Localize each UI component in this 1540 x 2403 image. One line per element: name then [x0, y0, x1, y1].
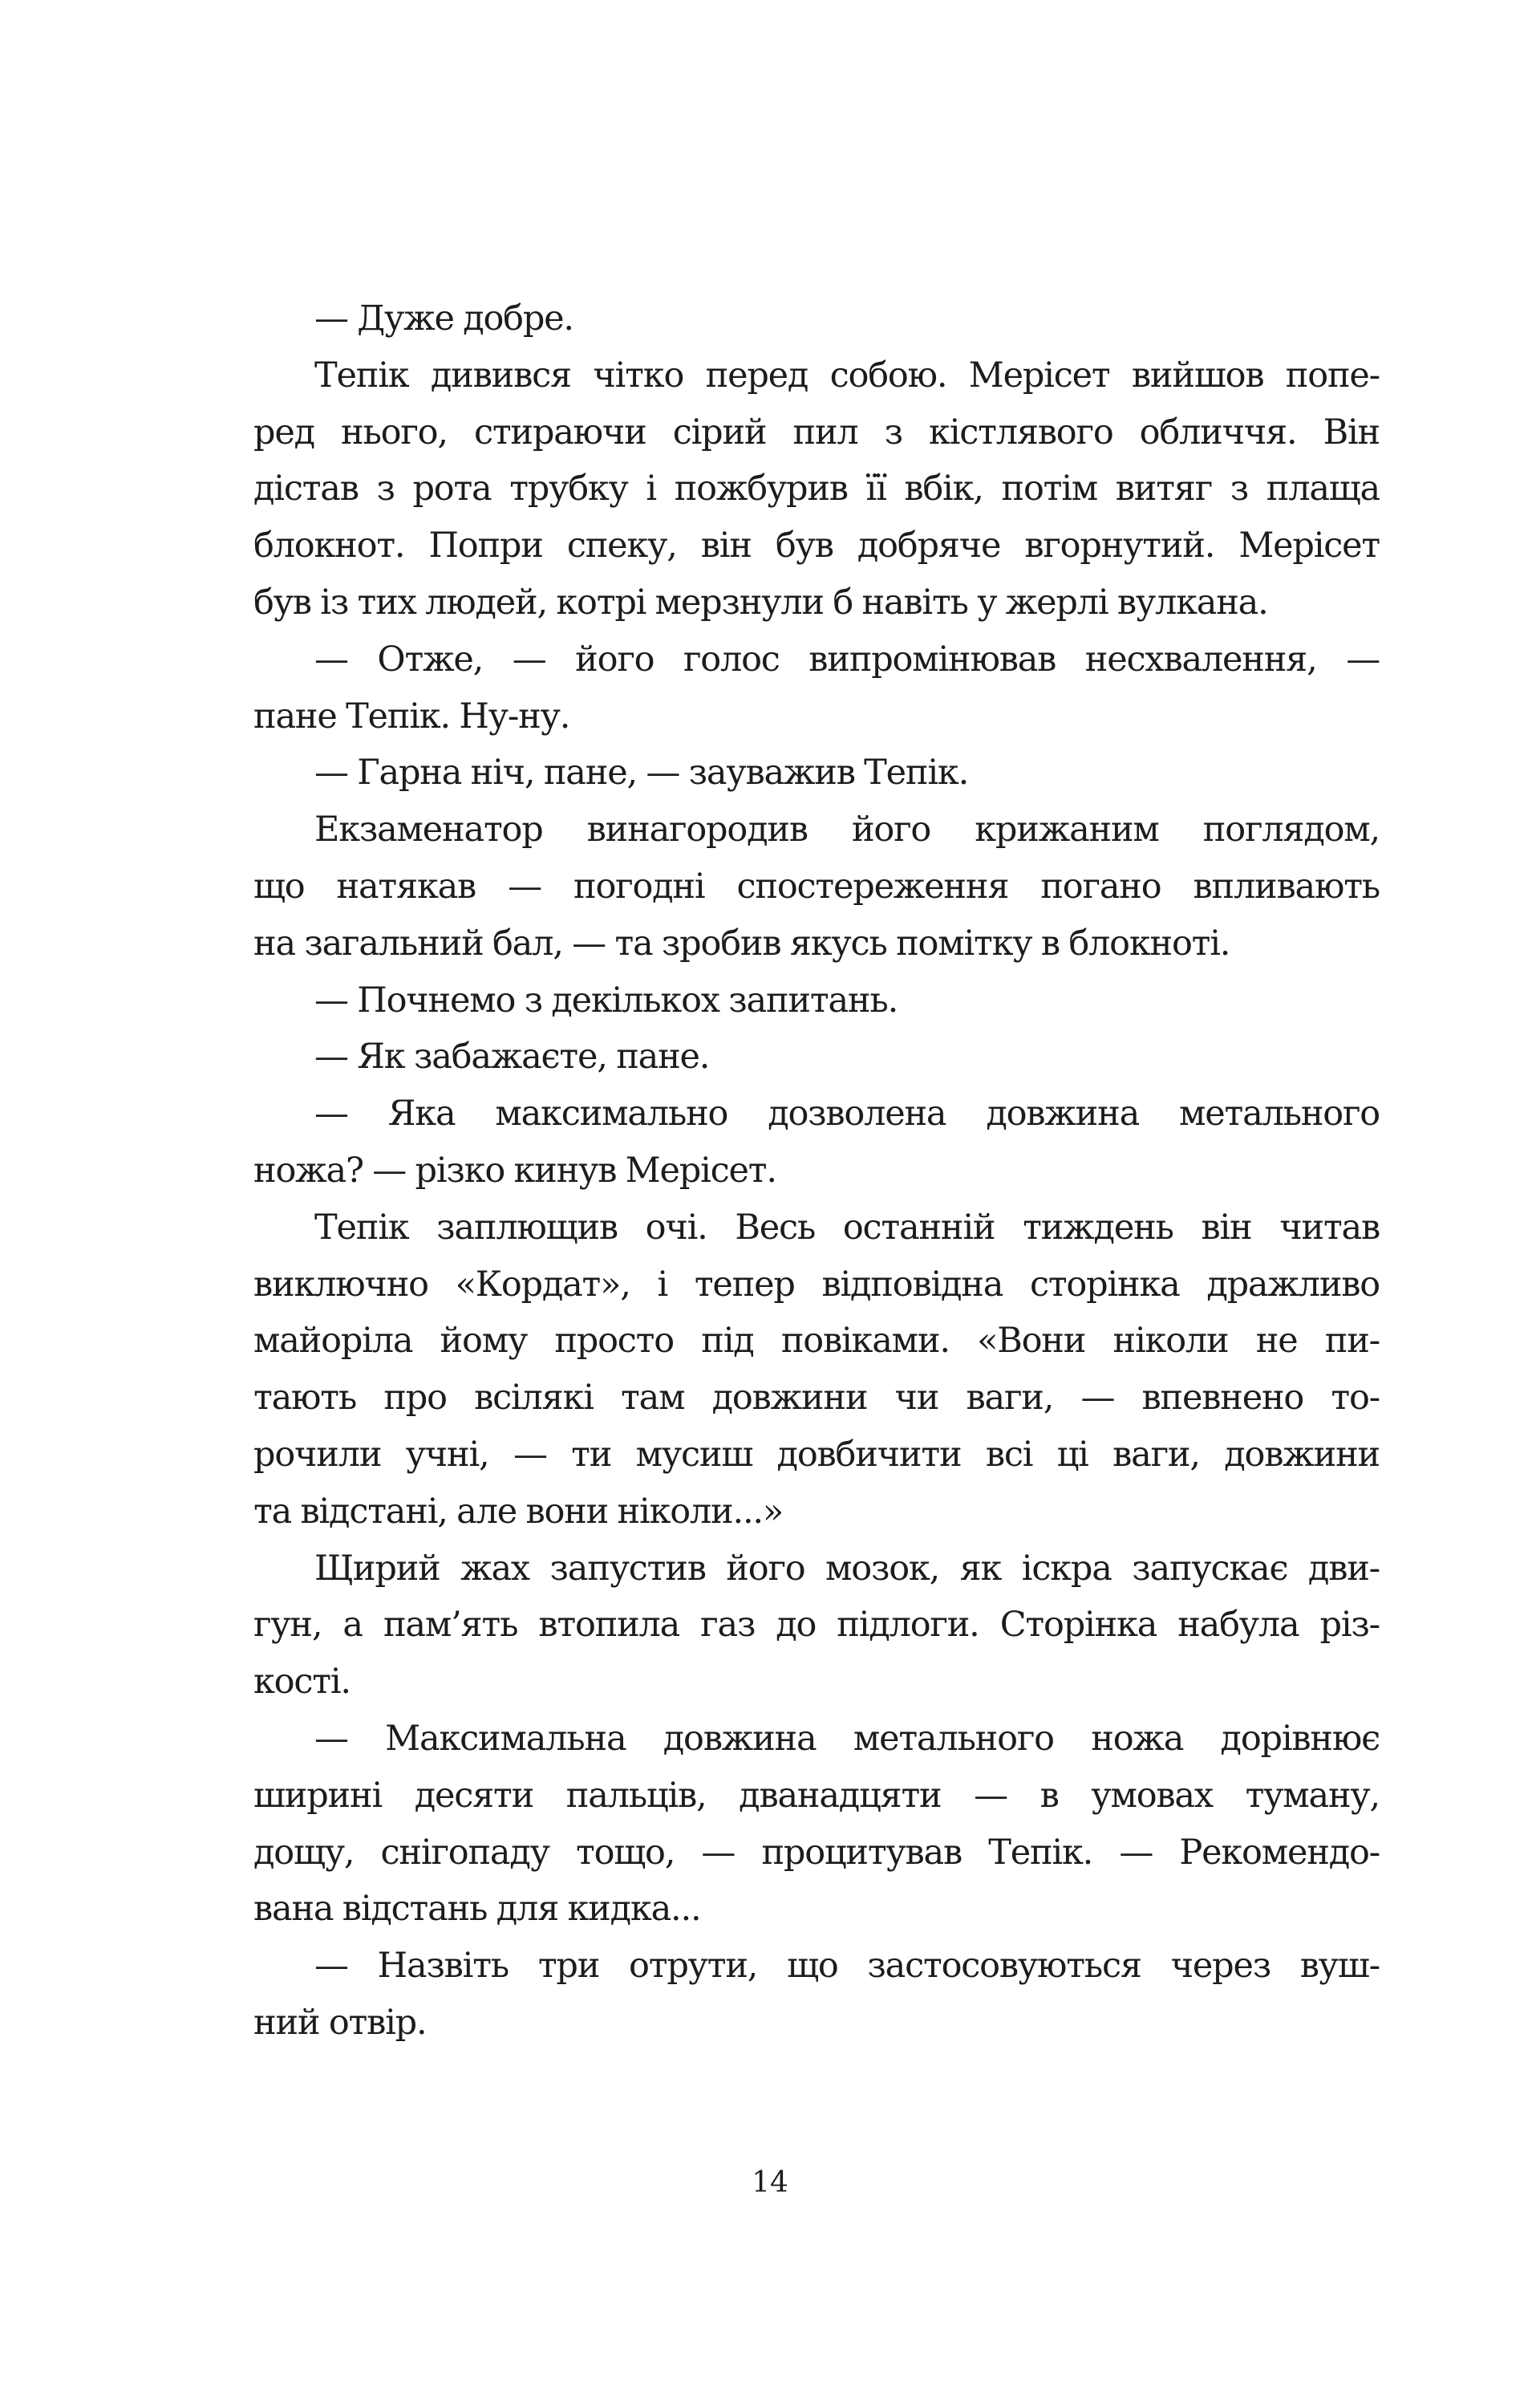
body-text	[253, 290, 1380, 2052]
text-line: ний отвір.	[253, 2002, 427, 2043]
text-line: блокнот. Попри спеку, він був добряче вгорнутий. Мерісет	[253, 526, 1380, 566]
text-line: дістав з рота трубку і пожбурив її вбік, потім витяг з плаща	[253, 469, 1380, 509]
text-line: був із тих людей, котрі мерзнули б навіть у жерлі вулкана.	[253, 582, 1268, 623]
text-line: — Почнемо з декількох запитань.	[314, 980, 898, 1021]
text-line: виключно «Кордат», і тепер відповідна сторінка дражливо	[253, 1264, 1380, 1305]
text-line: та відстані, але вони ніколи...»	[253, 1491, 784, 1532]
text-line: Екзаменатор винагородив його крижаним поглядом,	[314, 810, 1380, 850]
page-number: 14	[752, 2166, 788, 2199]
text-line: кості.	[253, 1662, 351, 1703]
text-line: Тепік дивився чітко перед собою. Мерісет вийшов попе-	[314, 355, 1380, 396]
text-line: вана відстань для кидка...	[253, 1889, 701, 1930]
text-line: дощу, снігопаду тощо, — процитував Тепік. — Рекомендо-	[253, 1832, 1380, 1873]
text-line: — Яка максимально дозволена довжина метального	[314, 1094, 1380, 1135]
text-line: ножа? — різко кинув Мерісет.	[253, 1150, 776, 1191]
text-line: майоріла йому просто під повіками. «Вони ніколи не пи-	[253, 1321, 1380, 1362]
text-line: пане Тепік. Ну-ну.	[253, 696, 570, 737]
text-line: — Назвіть три отрути, що застосовуються через вуш-	[314, 1946, 1380, 1987]
text-line: ред нього, стираючи сірий пил з кістлявого обличчя. Він	[253, 412, 1380, 453]
text-line: що натякав — погодні спостереження погано впливають	[253, 866, 1380, 907]
text-line: Тепік заплющив очі. Весь останній тиждень він читав	[314, 1207, 1380, 1248]
text-line: гун, а пам’ять втопила газ до підлоги. Сторінка набула різ-	[253, 1605, 1380, 1646]
text-line: ширині десяти пальців, дванадцяти — в умовах туману,	[253, 1775, 1380, 1816]
text-line: рочили учні, — ти мусиш довбичити всі ці ваги, довжини	[253, 1434, 1380, 1475]
text-line: — Гарна ніч, пане, — зауважив Тепік.	[314, 753, 969, 794]
text-line: тають про всілякі там довжини чи ваги, — впевнено то-	[253, 1378, 1380, 1419]
text-line: — Дуже добре.	[314, 298, 573, 339]
text-line: на загальний бал, — та зробив якусь помітку в блокноті.	[253, 923, 1230, 964]
text-line: — Як забажаєте, пане.	[314, 1037, 710, 1078]
text-line: Щирий жах запустив його мозок, як іскра запускає дви-	[314, 1548, 1380, 1589]
text-line: — Максимальна довжина метального ножа дорівнює	[314, 1718, 1380, 1759]
text-line: — Отже, — його голос випромінював несхвалення, —	[314, 639, 1380, 680]
